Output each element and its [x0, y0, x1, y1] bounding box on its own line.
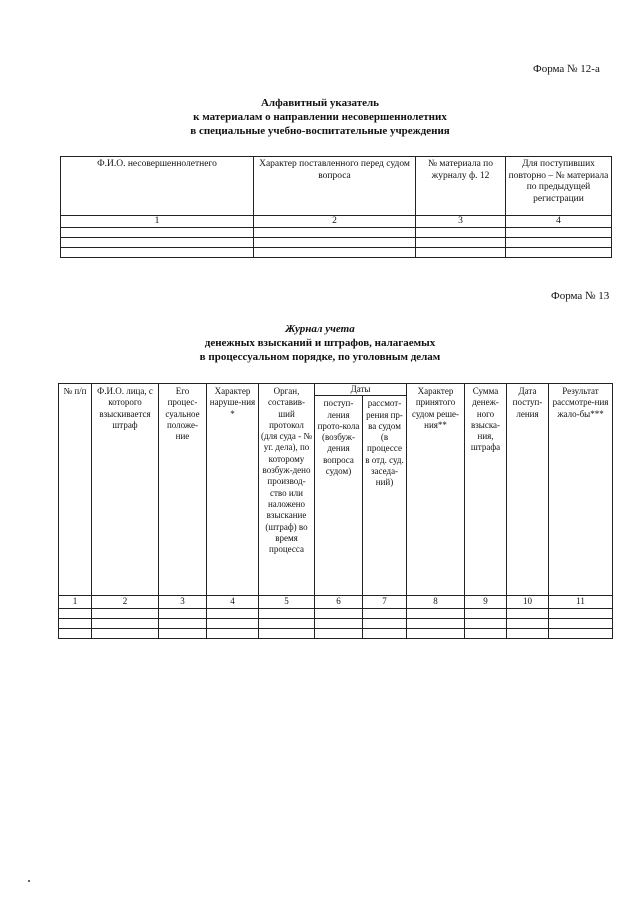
- form-12a-table: [60, 156, 612, 258]
- column-number-5: 5: [259, 596, 315, 608]
- table-cell: [254, 228, 416, 238]
- table-cell: [259, 618, 315, 628]
- form-12a-title-line-2: к материалам о направлении несовершеннолетних: [193, 111, 447, 123]
- table-cell: [363, 618, 407, 628]
- column-number-4: 4: [506, 216, 612, 228]
- header-organ: Орган, составив-ший протокол (для суда - № уг. дела), по которому возбуж-дено производ-ство или наложено взыскание (штраф) во время процесса: [259, 384, 315, 596]
- header-person-fio: Ф.И.О. лица, с которого взыскивается штраф: [92, 384, 159, 596]
- table-cell: [207, 608, 259, 618]
- table-cell: [59, 628, 92, 638]
- header-court-decision: Характер принятого судом реше-ния**: [407, 384, 465, 596]
- form-13-title: [0, 322, 640, 364]
- table-cell: [407, 608, 465, 618]
- table-cell: [465, 628, 507, 638]
- column-number-2: 2: [92, 596, 159, 608]
- table-cell: [61, 248, 254, 258]
- header-date-receipt: поступ-ления прото-кола (возбуж-дения вопроса судом): [315, 396, 363, 596]
- column-number-1: 1: [61, 216, 254, 228]
- table-cell: [92, 628, 159, 638]
- table-cell: [159, 628, 207, 638]
- table-cell: [416, 248, 506, 258]
- form-13-table: [58, 383, 613, 639]
- header-fio: Ф.И.О. несовершеннолетнего: [61, 157, 254, 216]
- form-12a-label: Форма № 12-а: [533, 63, 600, 75]
- table-cell: [59, 618, 92, 628]
- form-13-title-line-1: Журнал учета: [285, 323, 355, 335]
- table-cell: [259, 628, 315, 638]
- table-cell: [207, 628, 259, 638]
- column-number-1: 1: [59, 596, 92, 608]
- form-12a-title-line-1: Алфавитный указатель: [260, 97, 379, 109]
- table-row: [59, 608, 613, 618]
- table-cell: [315, 618, 363, 628]
- form-13-title-line-2: денежных взысканий и штрафов, налагаемых: [204, 337, 436, 349]
- form-13-label: Форма № 13: [551, 290, 610, 302]
- table-cell: [61, 228, 254, 238]
- table-cell: [159, 618, 207, 628]
- table-cell: [315, 608, 363, 618]
- column-number-11: 11: [549, 596, 613, 608]
- form-13-title-line-3: в процессуальном порядке, по уголовным делам: [199, 351, 441, 363]
- table-cell: [507, 608, 549, 618]
- table-cell: [407, 628, 465, 638]
- table-cell: [465, 608, 507, 618]
- table-cell: [159, 608, 207, 618]
- column-number-6: 6: [315, 596, 363, 608]
- table-cell: [315, 628, 363, 638]
- table-cell: [549, 618, 613, 628]
- table-cell: [254, 238, 416, 248]
- header-violation-nature: Характер наруше-ния *: [207, 384, 259, 596]
- table-row: [61, 238, 612, 248]
- header-row-number: № п/п: [59, 384, 92, 596]
- table-cell: [92, 608, 159, 618]
- table-cell: [254, 248, 416, 258]
- table-row: [61, 228, 612, 238]
- table-row: [59, 628, 613, 638]
- table-cell: [207, 618, 259, 628]
- table-cell: [465, 618, 507, 628]
- scan-speck: [28, 880, 30, 882]
- header-repeat-number: Для поступивших повторно – № материала по предыдущей регистрации: [506, 157, 612, 216]
- table-row: [59, 618, 613, 628]
- form-12a-title: [0, 96, 640, 138]
- table-cell: [363, 608, 407, 618]
- header-date-review: рассмот-рения пр-ва судом (в процессе в отд. суд. заседа-ний): [363, 396, 407, 596]
- table-cell: [416, 238, 506, 248]
- header-dates-group: Даты: [315, 384, 407, 396]
- table-cell: [407, 618, 465, 628]
- column-number-10: 10: [507, 596, 549, 608]
- column-number-4: 4: [207, 596, 259, 608]
- table-cell: [416, 228, 506, 238]
- table-cell: [61, 238, 254, 248]
- table-cell: [507, 618, 549, 628]
- table-cell: [59, 608, 92, 618]
- table-cell: [549, 628, 613, 638]
- column-number-2: 2: [254, 216, 416, 228]
- form-12a-title-line-3: в специальные учебно-воспитательные учреждения: [190, 125, 450, 137]
- table-row: [61, 248, 612, 258]
- header-material-number: № материала по журналу ф. 12: [416, 157, 506, 216]
- table-cell: [507, 628, 549, 638]
- table-cell: [506, 238, 612, 248]
- header-penalty-amount: Сумма денеж-ного взыска-ния, штрафа: [465, 384, 507, 596]
- header-procedural-position: Его процес-суальное положе-ние: [159, 384, 207, 596]
- column-number-9: 9: [465, 596, 507, 608]
- table-cell: [549, 608, 613, 618]
- header-appeal-result: Результат рассмотре-ния жало-бы***: [549, 384, 613, 596]
- column-number-7: 7: [363, 596, 407, 608]
- column-number-8: 8: [407, 596, 465, 608]
- table-cell: [506, 228, 612, 238]
- table-cell: [92, 618, 159, 628]
- table-cell: [506, 248, 612, 258]
- header-receipt-date: Дата поступ-ления: [507, 384, 549, 596]
- table-cell: [259, 608, 315, 618]
- column-number-3: 3: [416, 216, 506, 228]
- column-number-3: 3: [159, 596, 207, 608]
- table-cell: [363, 628, 407, 638]
- header-question-nature: Характер поставленного перед судом вопроса: [254, 157, 416, 216]
